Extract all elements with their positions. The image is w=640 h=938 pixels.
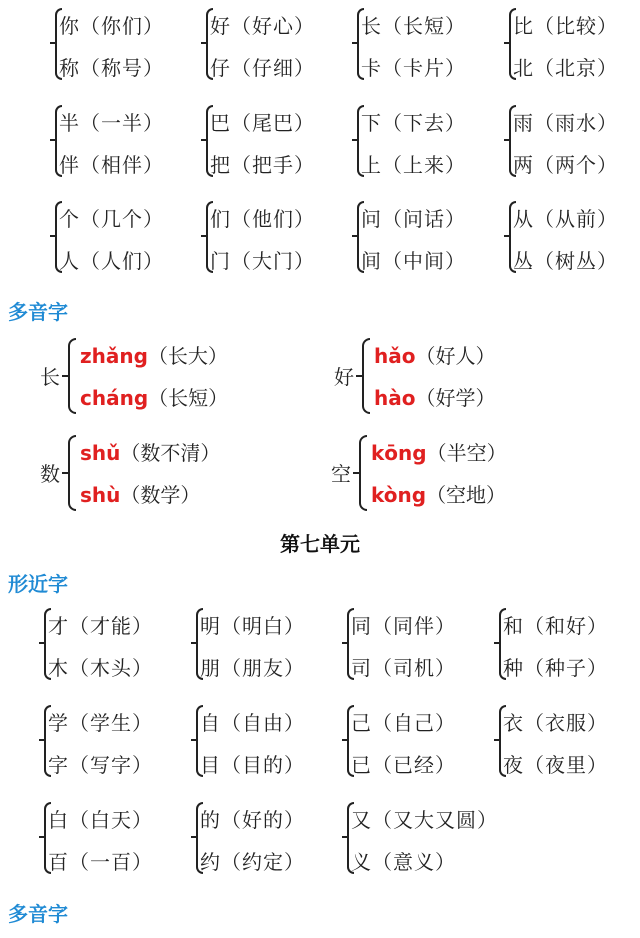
section-heading-similar: 形近字 (8, 572, 68, 596)
char-word: 雨（雨水） (513, 111, 618, 135)
char-word: 字（写字） (48, 753, 153, 777)
char-word: 己（自己） (351, 711, 456, 735)
char-word: 才（才能） (48, 614, 153, 638)
char-pair (55, 103, 205, 179)
char-word: 朋（朋友） (200, 656, 305, 680)
char-word: 义（意义） (351, 850, 456, 874)
pinyin: shù (80, 483, 121, 507)
char-pair (206, 6, 356, 82)
char-word: 下（下去） (361, 111, 466, 135)
char-pair (196, 606, 346, 682)
pinyin: zhǎng (80, 344, 148, 368)
polyphone-reading (371, 479, 506, 508)
section-heading-polyphone-2: 多音字 (8, 902, 68, 926)
char-pair (357, 103, 507, 179)
char-pair (499, 703, 640, 779)
polyphone-reading (374, 382, 495, 411)
char-pair (196, 703, 346, 779)
polyphone-char: 空 (331, 462, 351, 486)
polyphone-char: 好 (334, 365, 354, 389)
polyphone-reading (80, 437, 220, 466)
char-pair (357, 199, 507, 275)
char-word: 间（中间） (361, 249, 466, 273)
char-word: 夜（夜里） (503, 753, 608, 777)
char-word: 把（把手） (210, 153, 315, 177)
polyphone-entry (334, 334, 594, 418)
pinyin: kòng (371, 483, 427, 507)
char-word: 仔（仔细） (210, 56, 315, 80)
char-word: 比（比较） (513, 14, 618, 38)
char-word: 同（同伴） (351, 614, 456, 638)
char-word: 从（从前） (513, 207, 618, 231)
char-word: 和（和好） (503, 614, 608, 638)
char-word: 人（人们） (59, 249, 164, 273)
char-word: 卡（卡片） (361, 56, 466, 80)
brace (68, 338, 76, 414)
example-word: （长短） (148, 386, 229, 410)
char-pair (509, 6, 640, 82)
char-pair (44, 703, 194, 779)
char-word: 司（司机） (351, 656, 456, 680)
char-pair (347, 606, 497, 682)
char-word: 长（长短） (361, 14, 466, 38)
unit-title: 第七单元 (280, 532, 360, 556)
char-word: 问（问话） (361, 207, 466, 231)
char-word: 们（他们） (210, 207, 315, 231)
example-word: （半空） (426, 441, 507, 465)
char-word: 伴（相伴） (59, 153, 164, 177)
pinyin: hǎo (374, 344, 416, 368)
brace (68, 435, 76, 511)
char-pair (509, 199, 640, 275)
polyphone-reading (371, 437, 507, 466)
char-pair (55, 199, 205, 275)
char-pair (347, 800, 497, 876)
char-pair (44, 606, 194, 682)
example-word: （长大） (147, 344, 228, 368)
char-word: 北（北京） (513, 56, 618, 80)
char-word: 巴（尾巴） (210, 111, 315, 135)
polyphone-entry (40, 431, 300, 515)
char-pair (44, 800, 194, 876)
pinyin: kōng (371, 441, 427, 465)
char-pair (206, 103, 356, 179)
polyphone-reading (80, 479, 200, 508)
char-word: 种（种子） (503, 656, 608, 680)
char-pair (499, 606, 640, 682)
char-word: 的（好的） (200, 808, 305, 832)
char-pair (55, 6, 205, 82)
example-word: （好学） (415, 386, 496, 410)
polyphone-char: 数 (40, 462, 60, 486)
char-pair (509, 103, 640, 179)
pinyin: hào (374, 386, 416, 410)
polyphone-entry (40, 334, 300, 418)
char-pair (347, 703, 497, 779)
char-word: 约（约定） (200, 850, 305, 874)
char-word: 目（目的） (200, 753, 305, 777)
char-word: 上（上来） (361, 153, 466, 177)
pinyin: cháng (80, 386, 149, 410)
char-word: 丛（树丛） (513, 249, 618, 273)
polyphone-char: 长 (40, 365, 60, 389)
char-word: 称（称号） (59, 56, 164, 80)
char-word: 好（好心） (210, 14, 315, 38)
char-word: 百（一百） (48, 850, 153, 874)
example-word: （数不清） (120, 441, 221, 465)
char-word: 又（又大又圆） (351, 808, 498, 832)
char-pair (196, 800, 346, 876)
brace (359, 435, 367, 511)
polyphone-reading (80, 382, 228, 411)
brace (362, 338, 370, 414)
char-word: 明（明白） (200, 614, 305, 638)
char-word: 半（一半） (59, 111, 164, 135)
char-word: 个（几个） (59, 207, 164, 231)
section-heading-polyphone: 多音字 (8, 300, 68, 324)
pinyin: shǔ (80, 441, 121, 465)
char-pair (357, 6, 507, 82)
char-word: 两（两个） (513, 153, 618, 177)
polyphone-reading (374, 340, 495, 369)
example-word: （好人） (415, 344, 496, 368)
char-word: 门（大门） (210, 249, 315, 273)
polyphone-entry (331, 431, 591, 515)
example-word: （数学） (120, 483, 201, 507)
polyphone-reading (80, 340, 228, 369)
char-word: 白（白天） (48, 808, 153, 832)
example-word: （空地） (426, 483, 507, 507)
char-word: 衣（衣服） (503, 711, 608, 735)
char-word: 自（自由） (200, 711, 305, 735)
char-pair (206, 199, 356, 275)
char-word: 已（已经） (351, 753, 456, 777)
char-word: 学（学生） (48, 711, 153, 735)
char-word: 木（木头） (48, 656, 153, 680)
char-word: 你（你们） (59, 14, 164, 38)
